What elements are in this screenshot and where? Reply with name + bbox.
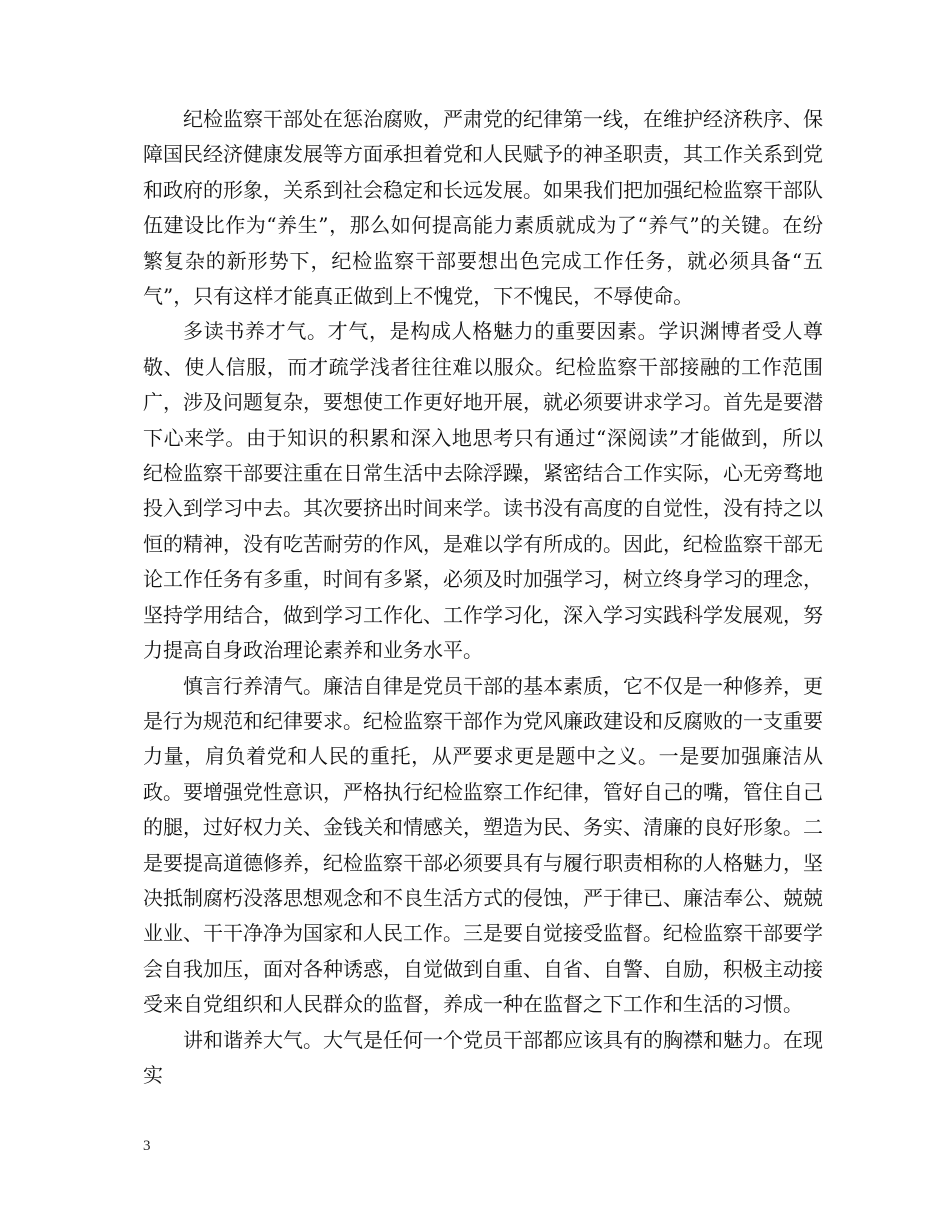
body-text [143, 102, 823, 1093]
paragraph-harmony: 讲和谐养大气。大气是任何一个党员干部都应该具有的胸襟和魅力。在现实 [143, 1027, 823, 1087]
page-number: 3 [143, 1138, 151, 1154]
paragraph-integrity: 慎言行养清气。廉洁自律是党员干部的基本素质，它不仅是一种修养，更是行为规范和纪律要求。纪检监察干部作为党风廉政建设和反腐败的一支重要力量，肩负着党和人民的重托，从严要求更是题中之义。一是要加强廉洁从政。要增强党性意识，严格执行纪检监察工作纪律，管好自己的嘴，管住自己的腿，过好权力关、金钱关和情感关，塑造为民、务实、清廉的良好形象。二是要提高道德修养，纪检监察干部必须要具有与履行职责相称的人格魅力，坚决抵制腐朽没落思想观念和不良生活方式的侵蚀，严于律已、廉洁奉公、兢兢业业、干干净净为国家和人民工作。三是要自觉接受监督。纪检监察干部要学会自我加压，面对各种诱惑，自觉做到自重、自省、自警、自励，积极主动接受来自党组织和人民群众的监督，养成一种在监督之下工作和生活的习惯。 [143, 673, 823, 1017]
paragraph-intro: 纪检监察干部处在惩治腐败，严肃党的纪律第一线，在维护经济秩序、保障国民经济健康发展等方面承担着党和人民赋予的神圣职责，其工作关系到党和政府的形象，关系到社会稳定和长远发展。如果我们把加强纪检监察干部队伍建设比作为“养生”，那么如何提高能力素质就成为了“养气”的关键。在纷繁复杂的新形势下，纪检监察干部要想出色完成工作任务，就必须具备“五气”，只有这样才能真正做到上不愧党，下不愧民，不辱使命。 [143, 107, 823, 309]
paragraph-reading: 多读书养才气。才气，是构成人格魅力的重要因素。学识渊博者受人尊敬、使人信服，而才疏学浅者往往难以服众。纪检监察干部接融的工作范围广，涉及问题复杂，要想使工作更好地开展，就必须要讲求学习。首先是要潜下心来学。由于知识的积累和深入地思考只有通过“深阅读”才能做到，所以纪检监察干部要注重在日常生活中去除浮躁，紧密结合工作实际，心无旁骛地投入到学习中去。其次要挤出时间来学。读书没有高度的自觉性，没有持之以恒的精神，没有吃苦耐劳的作风，是难以学有所成的。因此，纪检监察干部无论工作任务有多重，时间有多紧，必须及时加强学习，树立终身学习的理念，坚持学用结合，做到学习工作化、工作学习化，深入学习实践科学发展观，努力提高自身政治理论素养和业务水平。 [143, 319, 823, 663]
